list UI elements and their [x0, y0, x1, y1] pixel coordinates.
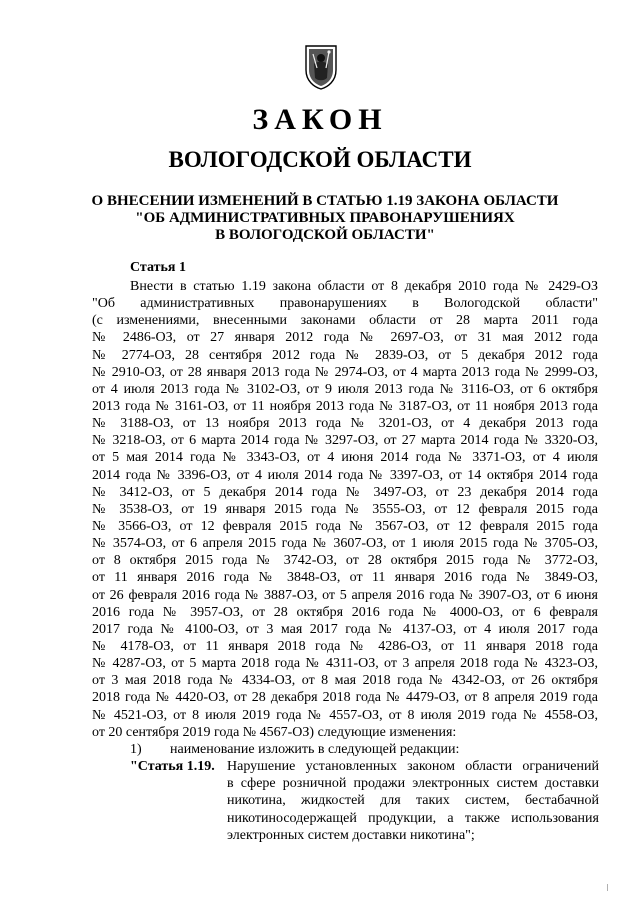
body-line: 2013 года № 3161-ОЗ, от 11 ноября 2013 года № 3187-ОЗ, от 11 ноября 2013 года: [92, 398, 598, 414]
law-subject: [60, 193, 590, 244]
subject-line: О ВНЕСЕНИИ ИЗМЕНЕНИЙ В СТАТЬЮ 1.19 ЗАКОНА ОБЛАСТИ: [91, 193, 559, 209]
body-line: № 4178-ОЗ, от 11 января 2018 года № 4286-ОЗ, от 11 января 2018 года: [92, 638, 598, 654]
amended-line: никотиносодержащей продукции, а также использования: [227, 810, 599, 826]
amended-article-lead: "Статья 1.19.: [130, 759, 215, 774]
body-line: № 2910-ОЗ, от 28 января 2013 года № 2974-ОЗ, от 4 марта 2013 года № 2999-ОЗ,: [92, 364, 598, 380]
amended-line: в сфере розничной продажи электронных систем доставки: [227, 776, 599, 792]
body-line: № 2486-ОЗ, от 27 января 2012 года № 2697-ОЗ, от 31 мая 2012 года: [92, 330, 598, 346]
region-title: ВОЛОГОДСКОЙ ОБЛАСТИ: [168, 147, 472, 172]
subject-line: В ВОЛОГОДСКОЙ ОБЛАСТИ": [215, 227, 435, 243]
body-line: № 3574-ОЗ, от 6 апреля 2015 года № 3607-ОЗ, от 1 июля 2015 года № 3705-ОЗ,: [92, 536, 598, 552]
body-line: № 3566-ОЗ, от 12 февраля 2015 года № 3567-ОЗ, от 12 февраля 2015 года: [92, 518, 598, 534]
body-line: от 4 июля 2013 года № 3102-ОЗ, от 9 июля 2013 года № 3116-ОЗ, от 6 октября: [92, 381, 598, 397]
body-line: № 3412-ОЗ, от 5 декабря 2014 года № 3497-ОЗ, от 23 декабря 2014 года: [92, 484, 598, 500]
body-line: № 3218-ОЗ, от 6 марта 2014 года № 3297-ОЗ, от 27 марта 2014 года № 3320-ОЗ,: [92, 433, 598, 449]
subject-line: "ОБ АДМИНИСТРАТИВНЫХ ПРАВОНАРУШЕНИЯХ: [135, 210, 515, 226]
body-line: 2016 года № 3957-ОЗ, от 28 октября 2016 года № 4000-ОЗ, от 6 февраля: [92, 604, 598, 620]
body-line: № 4521-ОЗ, от 8 июля 2019 года № 4557-ОЗ, от 8 июля 2019 года № 4558-ОЗ,: [92, 707, 598, 723]
body-line: Внести в статью 1.19 закона области от 8 декабря 2010 года № 2429-ОЗ: [130, 279, 598, 294]
amended-line: никотина, жидкостей для таких систем, бестабачной: [227, 793, 599, 809]
amended-article-text: [227, 758, 599, 844]
body-line: 2014 года № 3396-ОЗ, от 4 июля 2014 года № 3397-ОЗ, от 14 октября 2014 года: [92, 467, 598, 483]
body-line: 2018 года № 4420-ОЗ, от 28 декабря 2018 года № 4479-ОЗ, от 8 апреля 2019 года: [92, 690, 598, 706]
coat-of-arms-emblem: [304, 44, 338, 90]
body-line: от 20 сентября 2019 года № 4567-ОЗ) следующие изменения:: [92, 724, 457, 740]
body-line: № 2774-ОЗ, 28 сентября 2012 года № 2839-ОЗ, от 5 декабря 2012 года: [92, 347, 598, 363]
body-line: (с изменениями, внесенными законами области от 28 марта 2011 года: [92, 313, 598, 329]
item-number: 1): [130, 742, 142, 757]
law-title: ЗАКОН: [252, 103, 388, 136]
article-body: [92, 278, 598, 741]
body-line: 2017 года № 4100-ОЗ, от 3 мая 2017 года № 4137-ОЗ, от 4 июля 2017 года: [92, 621, 598, 637]
body-line: от 8 октября 2015 года № 3742-ОЗ, от 28 октября 2015 года № 3772-ОЗ,: [92, 553, 598, 569]
body-line: № 3538-ОЗ, от 19 января 2015 года № 3555-ОЗ, от 12 февраля 2015 года: [92, 501, 598, 517]
body-line: от 3 мая 2018 года № 4334-ОЗ, от 8 мая 2018 года № 4342-ОЗ, от 26 октября: [92, 673, 598, 689]
body-line: № 4287-ОЗ, от 5 марта 2018 года № 4311-ОЗ, от 3 апреля 2018 года № 4323-ОЗ,: [92, 656, 598, 672]
article-heading: Статья 1: [130, 260, 186, 275]
body-line: от 5 мая 2014 года № 3343-ОЗ, от 4 июня 2014 года № 3371-ОЗ, от 4 июля: [92, 450, 598, 466]
item-text: наименование изложить в следующей редакции:: [170, 742, 460, 757]
body-line: от 11 января 2016 года № 3848-ОЗ, от 11 января 2016 года № 3849-ОЗ,: [92, 570, 598, 586]
body-line: "Об административных правонарушениях в Вологодской области": [92, 296, 598, 312]
body-line: от 26 февраля 2016 года № 3887-ОЗ, от 5 апреля 2016 года № 3907-ОЗ, от 6 июня: [92, 587, 598, 603]
body-line: № 3188-ОЗ, от 13 ноября 2013 года № 3201-ОЗ, от 4 декабря 2013 года: [92, 416, 598, 432]
scan-mark: [607, 884, 608, 891]
amended-line: электронных систем доставки никотина";: [227, 827, 475, 843]
amended-line: Нарушение установленных законом области ограничений: [227, 759, 599, 774]
